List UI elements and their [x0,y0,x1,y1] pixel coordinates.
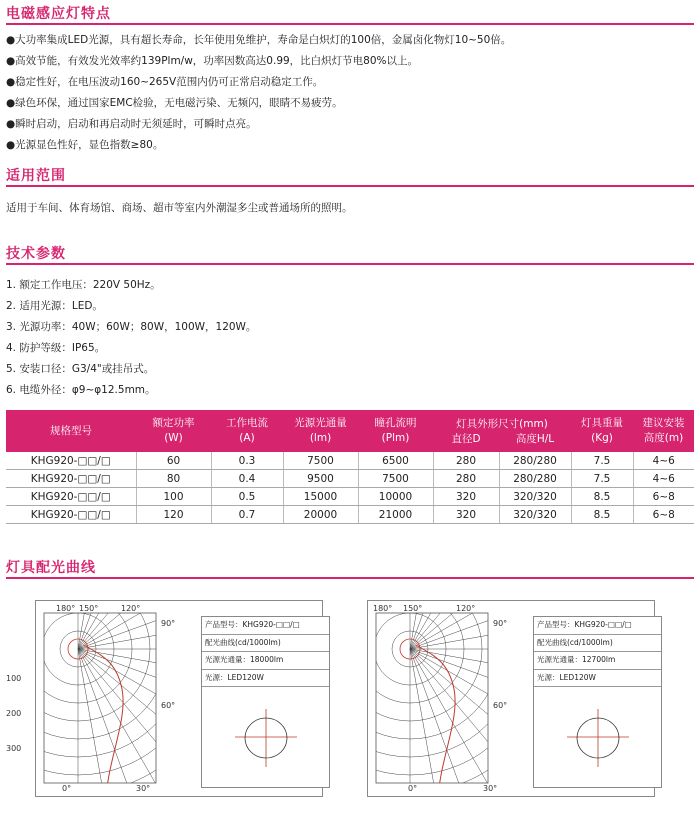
curve-info-box [201,616,330,788]
polar-diagram [368,601,528,796]
radius-label: 100 [6,674,22,683]
table-row [6,488,694,506]
crosshair-cell [202,687,329,787]
cell-diameter: 280 [433,470,499,488]
curve-unit: 配光曲线(cd/1000lm) [202,635,329,653]
params-title: 技术参数 [6,246,66,262]
angle-label: 30° [136,784,151,793]
polar-diagram [36,601,196,796]
polar-ring [368,601,500,739]
angle-label: 90° [161,619,176,628]
param-item: 1. 额定工作电压：220V 50Hz。 [6,279,161,291]
cell-height: 280/280 [499,470,571,488]
cell-flux: 9500 [283,470,358,488]
angle-label: 60° [493,701,508,710]
cell-pupil: 6500 [358,452,433,470]
cell-diameter: 320 [433,488,499,506]
light-curve-panel [367,600,655,797]
angle-label: 150° [79,604,99,613]
angle-label: 0° [62,784,72,793]
radius-label: 300 [6,744,22,753]
angle-label: 30° [483,784,498,793]
cell-current: 0.7 [211,506,283,524]
cell-weight: 7.5 [571,470,633,488]
features-title: 电磁感应灯特点 [6,6,111,22]
polar-spoke [410,649,528,687]
cell-model: KHG920-□□/□ [6,488,136,506]
cell-power: 120 [136,506,211,524]
polar-spoke [410,649,528,724]
polar-spoke [78,649,196,687]
light-distribution-curve [84,645,123,796]
header-install: 建议安装 高度(m) [633,410,694,452]
cell-install: 6~8 [633,506,694,524]
param-item: 4. 防护等级：IP65。 [6,342,106,354]
header-model: 规格型号 [6,410,136,452]
feature-bullet: ●大功率集成LED光源，具有超长寿命，长年使用免维护，寿命是白炽灯的100倍，金属卤化物灯10~50倍。 [6,34,512,46]
header-flux: 光源光通量 (lm) [283,410,358,452]
feature-bullet: ●瞬时启动，启动和再启动时无须延时，可瞬时点亮。 [6,118,257,130]
angle-label: 150° [403,604,423,613]
product-model: 产品型号：KHG920-□□/□ [202,617,329,635]
light-curve-panel [6,600,323,797]
polar-ring [36,601,168,739]
angle-label: 60° [161,701,176,710]
cell-weight: 7.5 [571,452,633,470]
cell-height: 280/280 [499,452,571,470]
angle-label: 120° [456,604,476,613]
cell-model: KHG920-□□/□ [6,470,136,488]
cell-install: 4~6 [633,452,694,470]
angle-label: 180° [373,604,393,613]
scope-divider [6,185,694,187]
param-item: 5. 安装口径：G3/4"或挂吊式。 [6,363,155,375]
polar-frame [44,613,156,783]
curves-title: 灯具配光曲线 [6,560,96,576]
radius-label: 200 [6,709,22,718]
light-source: 光源：LED120W [202,670,329,688]
table-row [6,470,694,488]
cell-current: 0.5 [211,488,283,506]
polar-frame [376,613,488,783]
header-height: 高度H/L [499,432,571,452]
crosshair-cell [534,687,661,787]
cell-current: 0.4 [211,470,283,488]
polar-ring [36,601,196,796]
params-divider [6,263,694,265]
polar-ring [36,601,196,796]
cell-install: 6~8 [633,488,694,506]
product-model: 产品型号：KHG920-□□/□ [534,617,661,635]
angle-label: 0° [408,784,418,793]
header-pupil: 瞳孔流明 (Plm) [358,410,433,452]
scope-text: 适用于车间、体育场馆、商场、超市等室内外潮湿多尘或普通场所的照明。 [6,202,353,214]
cell-weight: 8.5 [571,488,633,506]
curve-info-box [533,616,662,788]
header-weight: 灯具重量 (Kg) [571,410,633,452]
angle-label: 90° [493,619,508,628]
light-distribution-curve [416,645,455,796]
cell-pupil: 21000 [358,506,433,524]
feature-bullet: ●稳定性好，在电压波动160~265V范围内仍可正常启动稳定工作。 [6,76,324,88]
source-flux: 光源光通量：12700lm [534,652,661,670]
polar-spoke [410,611,528,649]
table-row [6,506,694,524]
cell-flux: 7500 [283,452,358,470]
polar-spoke [78,649,196,724]
polar-ring [36,601,196,793]
polar-spoke [410,649,448,796]
header-current: 工作电流 (A) [211,410,283,452]
polar-ring [36,601,150,721]
source-flux: 光源光通量：18000lm [202,652,329,670]
polar-ring [368,601,482,721]
polar-spoke [410,649,528,759]
polar-spoke [78,649,196,759]
cell-height: 320/320 [499,488,571,506]
cell-diameter: 280 [433,452,499,470]
cell-model: KHG920-□□/□ [6,452,136,470]
feature-bullet: ●光源显色性好，显色指数≥80。 [6,139,164,151]
crosshair-icon [205,687,325,787]
param-item: 3. 光源功率：40W；60W；80W，100W，120W。 [6,321,257,333]
cell-flux: 20000 [283,506,358,524]
cell-pupil: 10000 [358,488,433,506]
polar-spoke [78,611,196,649]
table-row [6,452,694,470]
crosshair-icon [537,687,657,787]
cell-weight: 8.5 [571,506,633,524]
polar-spoke [78,649,116,796]
features-divider [6,23,694,25]
param-item: 2. 适用光源：LED。 [6,300,103,312]
feature-bullet: ●绿色环保，通过国家EMC检验，无电磁污染、无频闪，眼睛不易疲劳。 [6,97,343,109]
angle-label: 180° [56,604,76,613]
angle-label: 120° [121,604,141,613]
cell-model: KHG920-□□/□ [6,506,136,524]
cell-diameter: 320 [433,506,499,524]
polar-ring [368,601,528,796]
cell-current: 0.3 [211,452,283,470]
polar-ring [368,601,528,793]
cell-install: 4~6 [633,470,694,488]
cell-flux: 15000 [283,488,358,506]
cell-pupil: 7500 [358,470,433,488]
curves-divider [6,577,694,579]
header-diameter: 直径D [433,432,499,452]
spec-table [6,410,694,524]
cell-power: 60 [136,452,211,470]
scope-title: 适用范围 [6,168,66,184]
light-source: 光源：LED120W [534,670,661,688]
param-item: 6. 电缆外径：φ9~φ12.5mm。 [6,384,156,396]
polar-ring [368,601,528,796]
cell-power: 100 [136,488,211,506]
header-power: 额定功率 (W) [136,410,211,452]
header-dimensions: 灯具外形尺寸(mm) [433,410,571,432]
curve-unit: 配光曲线(cd/1000lm) [534,635,661,653]
feature-bullet: ●高效节能，有效发光效率约139Plm/w，功率因数高达0.99，比白炽灯节电80%以上。 [6,55,419,67]
cell-height: 320/320 [499,506,571,524]
cell-power: 80 [136,470,211,488]
